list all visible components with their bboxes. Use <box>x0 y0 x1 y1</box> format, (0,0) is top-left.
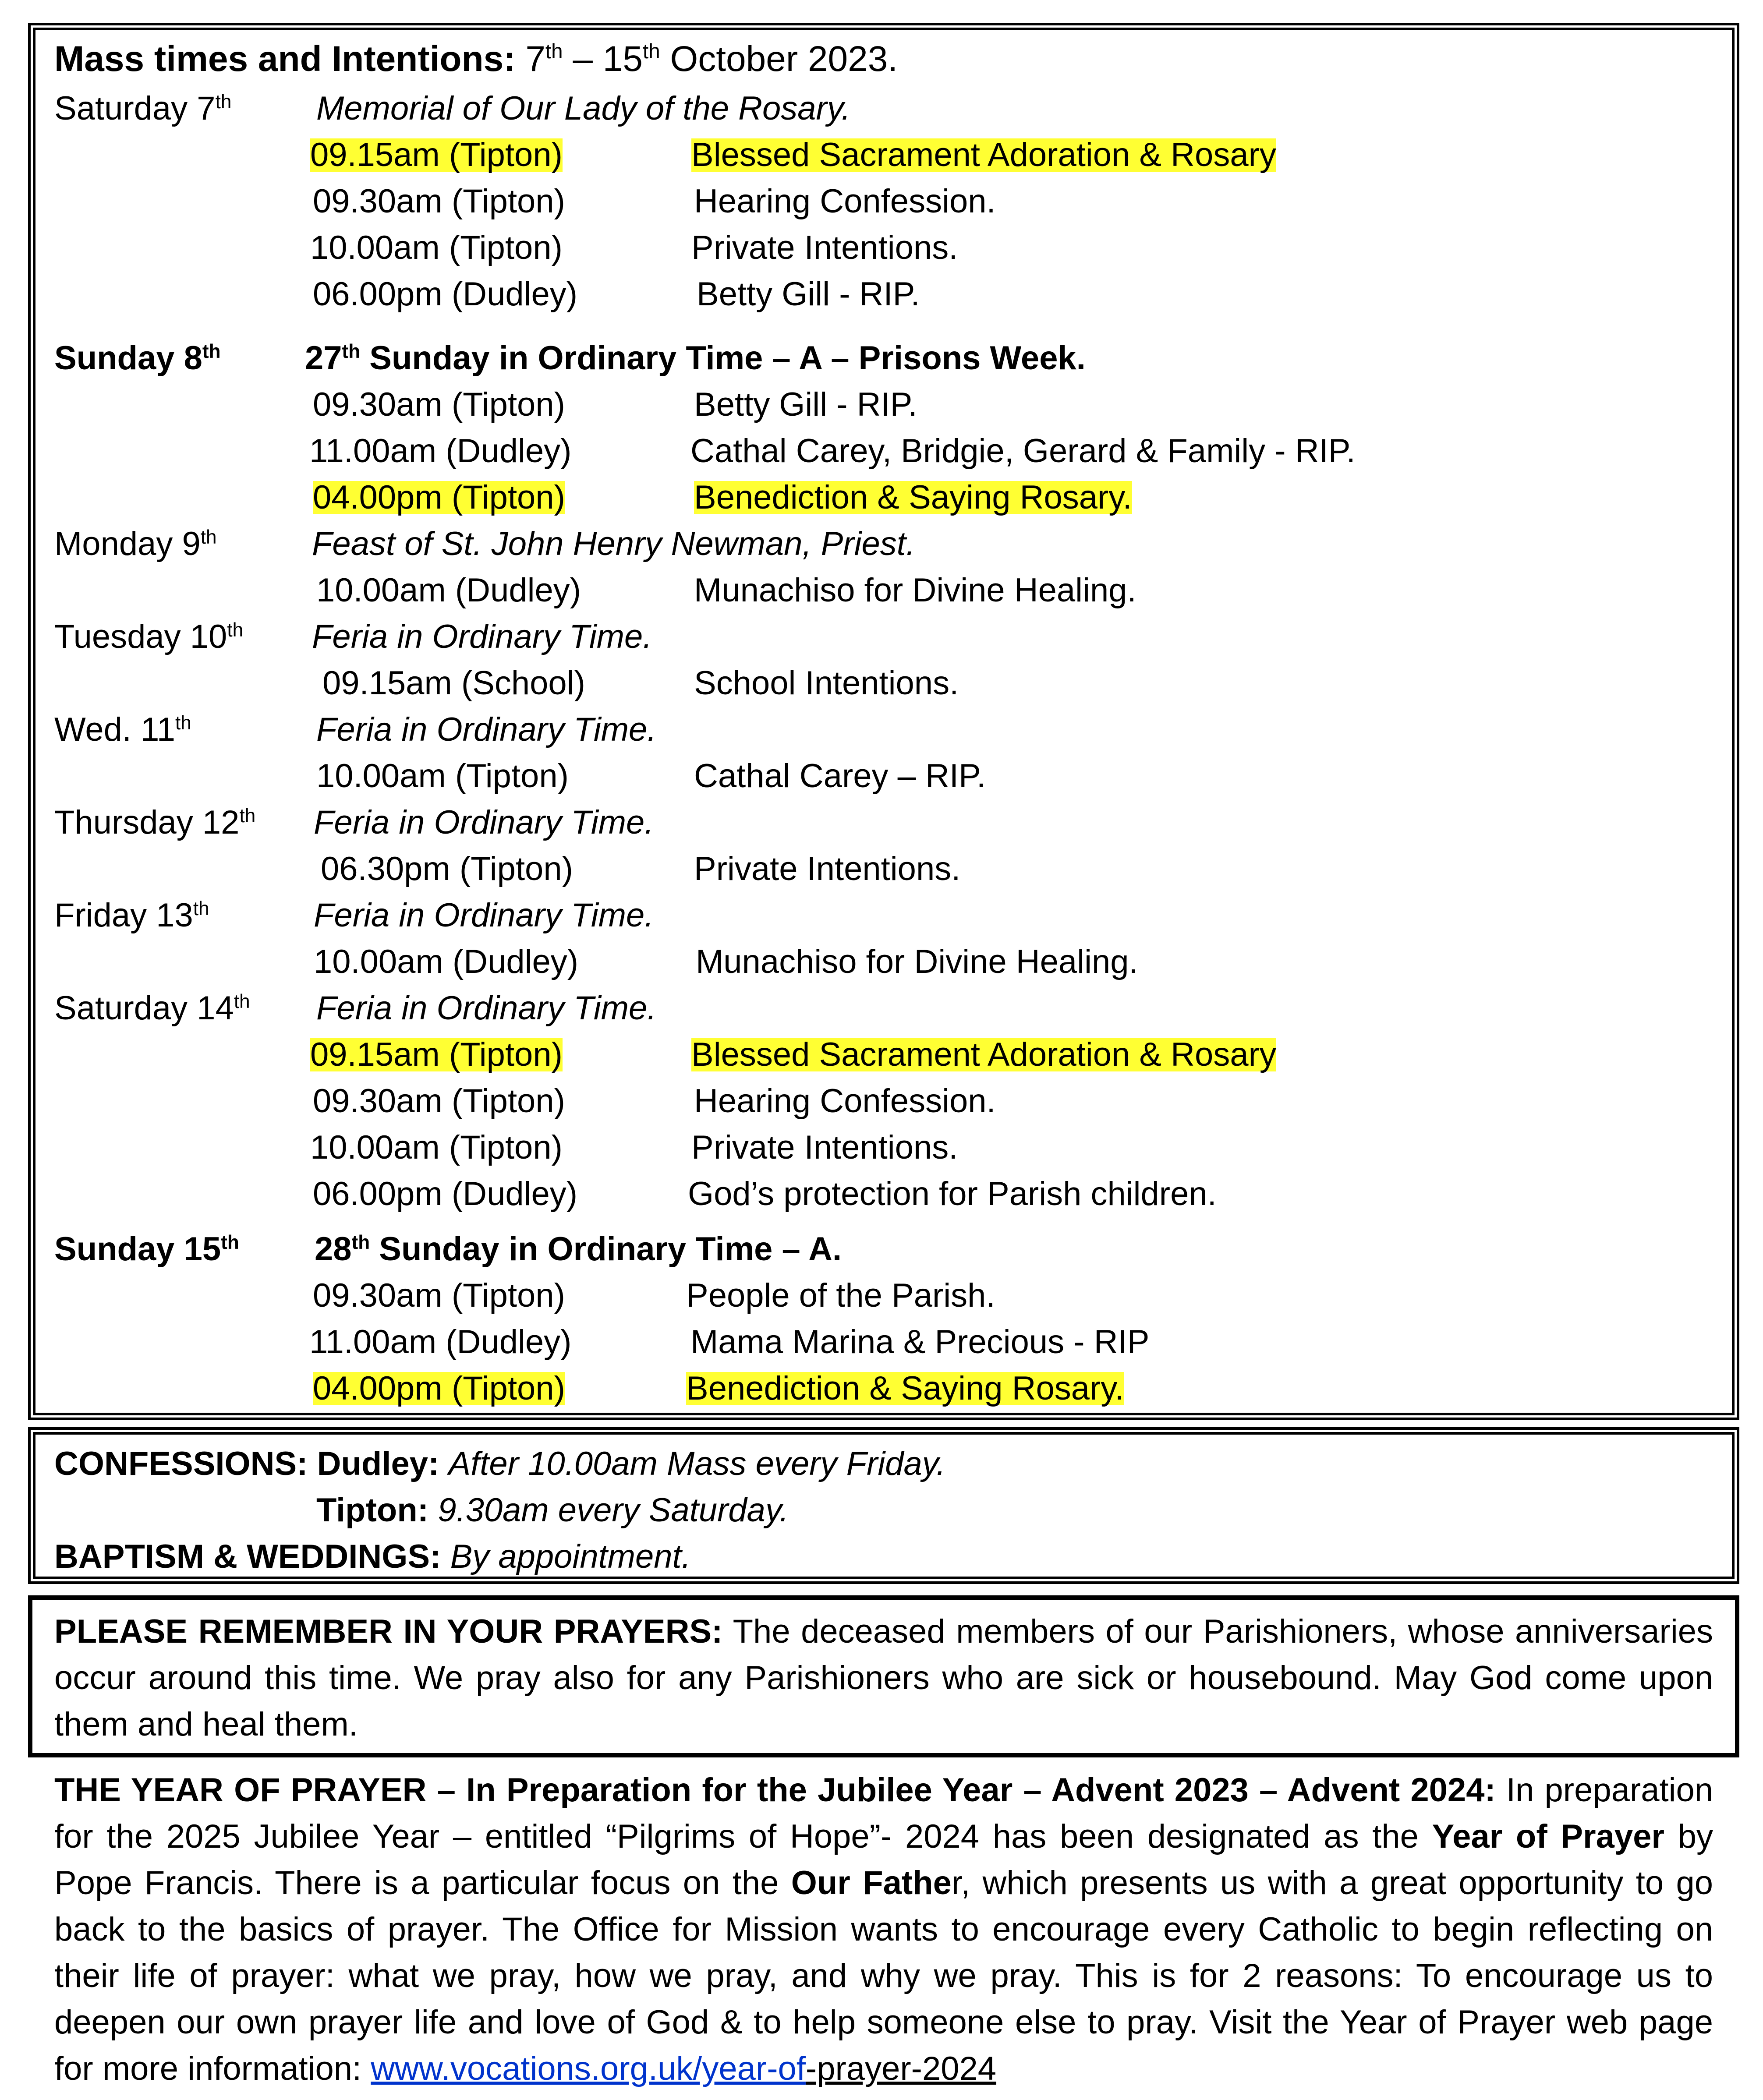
mass-time: 10.00am (Tipton) <box>310 1129 563 1166</box>
mass-time: 09.30am (Tipton) <box>313 183 565 220</box>
mass-intention: Betty Gill - RIP. <box>697 276 920 313</box>
day-label: Sunday 15th <box>54 1230 239 1268</box>
day-description: Feria in Ordinary Time. <box>314 897 654 934</box>
mass-time: 10.00am (Tipton) <box>316 757 569 795</box>
mass-intention: Benediction & Saying Rosary. <box>686 1370 1124 1407</box>
day-description: Feria in Ordinary Time. <box>312 618 652 655</box>
mass-time: 04.00pm (Tipton) <box>313 479 565 516</box>
mass-time: 09.30am (Tipton) <box>313 386 565 423</box>
day-description: Feria in Ordinary Time. <box>316 711 657 748</box>
mass-time: 09.30am (Tipton) <box>313 1082 565 1120</box>
mass-time: 04.00pm (Tipton) <box>313 1370 565 1407</box>
mass-intention: Munachiso for Divine Healing. <box>694 572 1136 609</box>
mass-time: 10.00am (Tipton) <box>310 229 563 266</box>
mass-intention: People of the Parish. <box>686 1277 995 1314</box>
prayers-paragraph: PLEASE REMEMBER IN YOUR PRAYERS: The deceased members of our Parishioners, whose anniversaries occur around this time. We pray also for any Parishioners who are sick or housebound. May God come upon them and heal them. <box>54 1613 1713 1743</box>
day-description: 28th Sunday in Ordinary Time – A. <box>315 1230 842 1268</box>
mass-time: 09.15am (Tipton) <box>310 136 563 173</box>
day-label: Tuesday 10th <box>54 618 244 655</box>
day-label: Friday 13th <box>54 897 209 934</box>
mass-intention: Betty Gill - RIP. <box>694 386 917 423</box>
mass-time: 09.30am (Tipton) <box>313 1277 565 1314</box>
mass-intention: Private Intentions. <box>694 850 961 887</box>
mass-time: 06.00pm (Dudley) <box>313 276 578 313</box>
mass-intention: Cathal Carey, Bridgie, Gerard & Family - RIP. <box>690 432 1356 470</box>
mass-time: 06.30pm (Tipton) <box>321 850 573 887</box>
mass-intention: Cathal Carey – RIP. <box>694 757 986 795</box>
day-description: 27th Sunday in Ordinary Time – A – Prisons Week. <box>305 339 1086 377</box>
confessions-dudley: CONFESSIONS: Dudley: After 10.00am Mass every Friday. <box>54 1445 946 1482</box>
day-label: Thursday 12th <box>54 804 256 841</box>
mass-time: 09.15am (Tipton) <box>310 1036 563 1073</box>
day-label: Wed. 11th <box>54 711 191 748</box>
mass-time: 10.00am (Dudley) <box>314 943 579 980</box>
mass-time: 11.00am (Dudley) <box>309 432 572 470</box>
mass-intention: Hearing Confession. <box>694 1082 996 1120</box>
year-of-prayer-link[interactable]: www.vocations.org.uk/year-of <box>371 2050 806 2087</box>
confessions-tipton: Tipton: 9.30am every Saturday. <box>316 1492 789 1529</box>
day-label: Saturday 7th <box>54 90 232 127</box>
mass-intention: Munachiso for Divine Healing. <box>696 943 1138 980</box>
mass-intention: Hearing Confession. <box>694 183 996 220</box>
mass-time: 09.15am (School) <box>322 665 585 702</box>
baptism-weddings: BAPTISM & WEDDINGS: By appointment. <box>54 1538 691 1575</box>
mass-time: 10.00am (Dudley) <box>316 572 581 609</box>
day-label: Monday 9th <box>54 525 217 562</box>
mass-time: 11.00am (Dudley) <box>309 1323 572 1361</box>
day-label: Saturday 14th <box>54 990 250 1027</box>
mass-time: 06.00pm (Dudley) <box>313 1175 578 1213</box>
mass-intention: Private Intentions. <box>691 1129 958 1166</box>
day-label: Sunday 8th <box>54 339 221 377</box>
mass-heading: Mass times and Intentions: 7th – 15th October 2023. <box>54 39 898 79</box>
day-description: Memorial of Our Lady of the Rosary. <box>316 90 851 127</box>
mass-intention: Mama Marina & Precious - RIP <box>690 1323 1150 1361</box>
mass-intention: School Intentions. <box>694 665 959 702</box>
mass-intention: God’s protection for Parish children. <box>688 1175 1217 1213</box>
mass-intention: Private Intentions. <box>691 229 958 266</box>
year-of-prayer-paragraph: THE YEAR OF PRAYER – In Preparation for the Jubilee Year – Advent 2023 – Advent 2024: In preparation for the 2025 Jubilee Year – entitled “Pilgrims of Hope”- 2024 has been designated as the Year of Prayer by Pope Francis. There is a particular focus on the Our Father, which presents us with a great opportunity to go back to the basics of prayer. The Office for Mission wants to encourage every Catholic to begin reflecting on their life of prayer: what we pray, how we pray, and why we pray. This is for 2 reasons: To encourage us to deepen our own prayer life and love of God & to help someone else to pray. Visit the Year of Prayer web page for more information: www.vocations.org.uk/year-of-prayer-2024 <box>54 1771 1713 2087</box>
mass-intention: Benediction & Saying Rosary. <box>694 479 1132 516</box>
day-description: Feria in Ordinary Time. <box>316 990 657 1027</box>
day-description: Feast of St. John Henry Newman, Priest. <box>312 525 915 562</box>
mass-intention: Blessed Sacrament Adoration & Rosary <box>691 1036 1276 1073</box>
mass-intention: Blessed Sacrament Adoration & Rosary <box>691 136 1276 173</box>
day-description: Feria in Ordinary Time. <box>314 804 654 841</box>
year-of-prayer-link-tail: -prayer-2024 <box>805 2050 997 2087</box>
